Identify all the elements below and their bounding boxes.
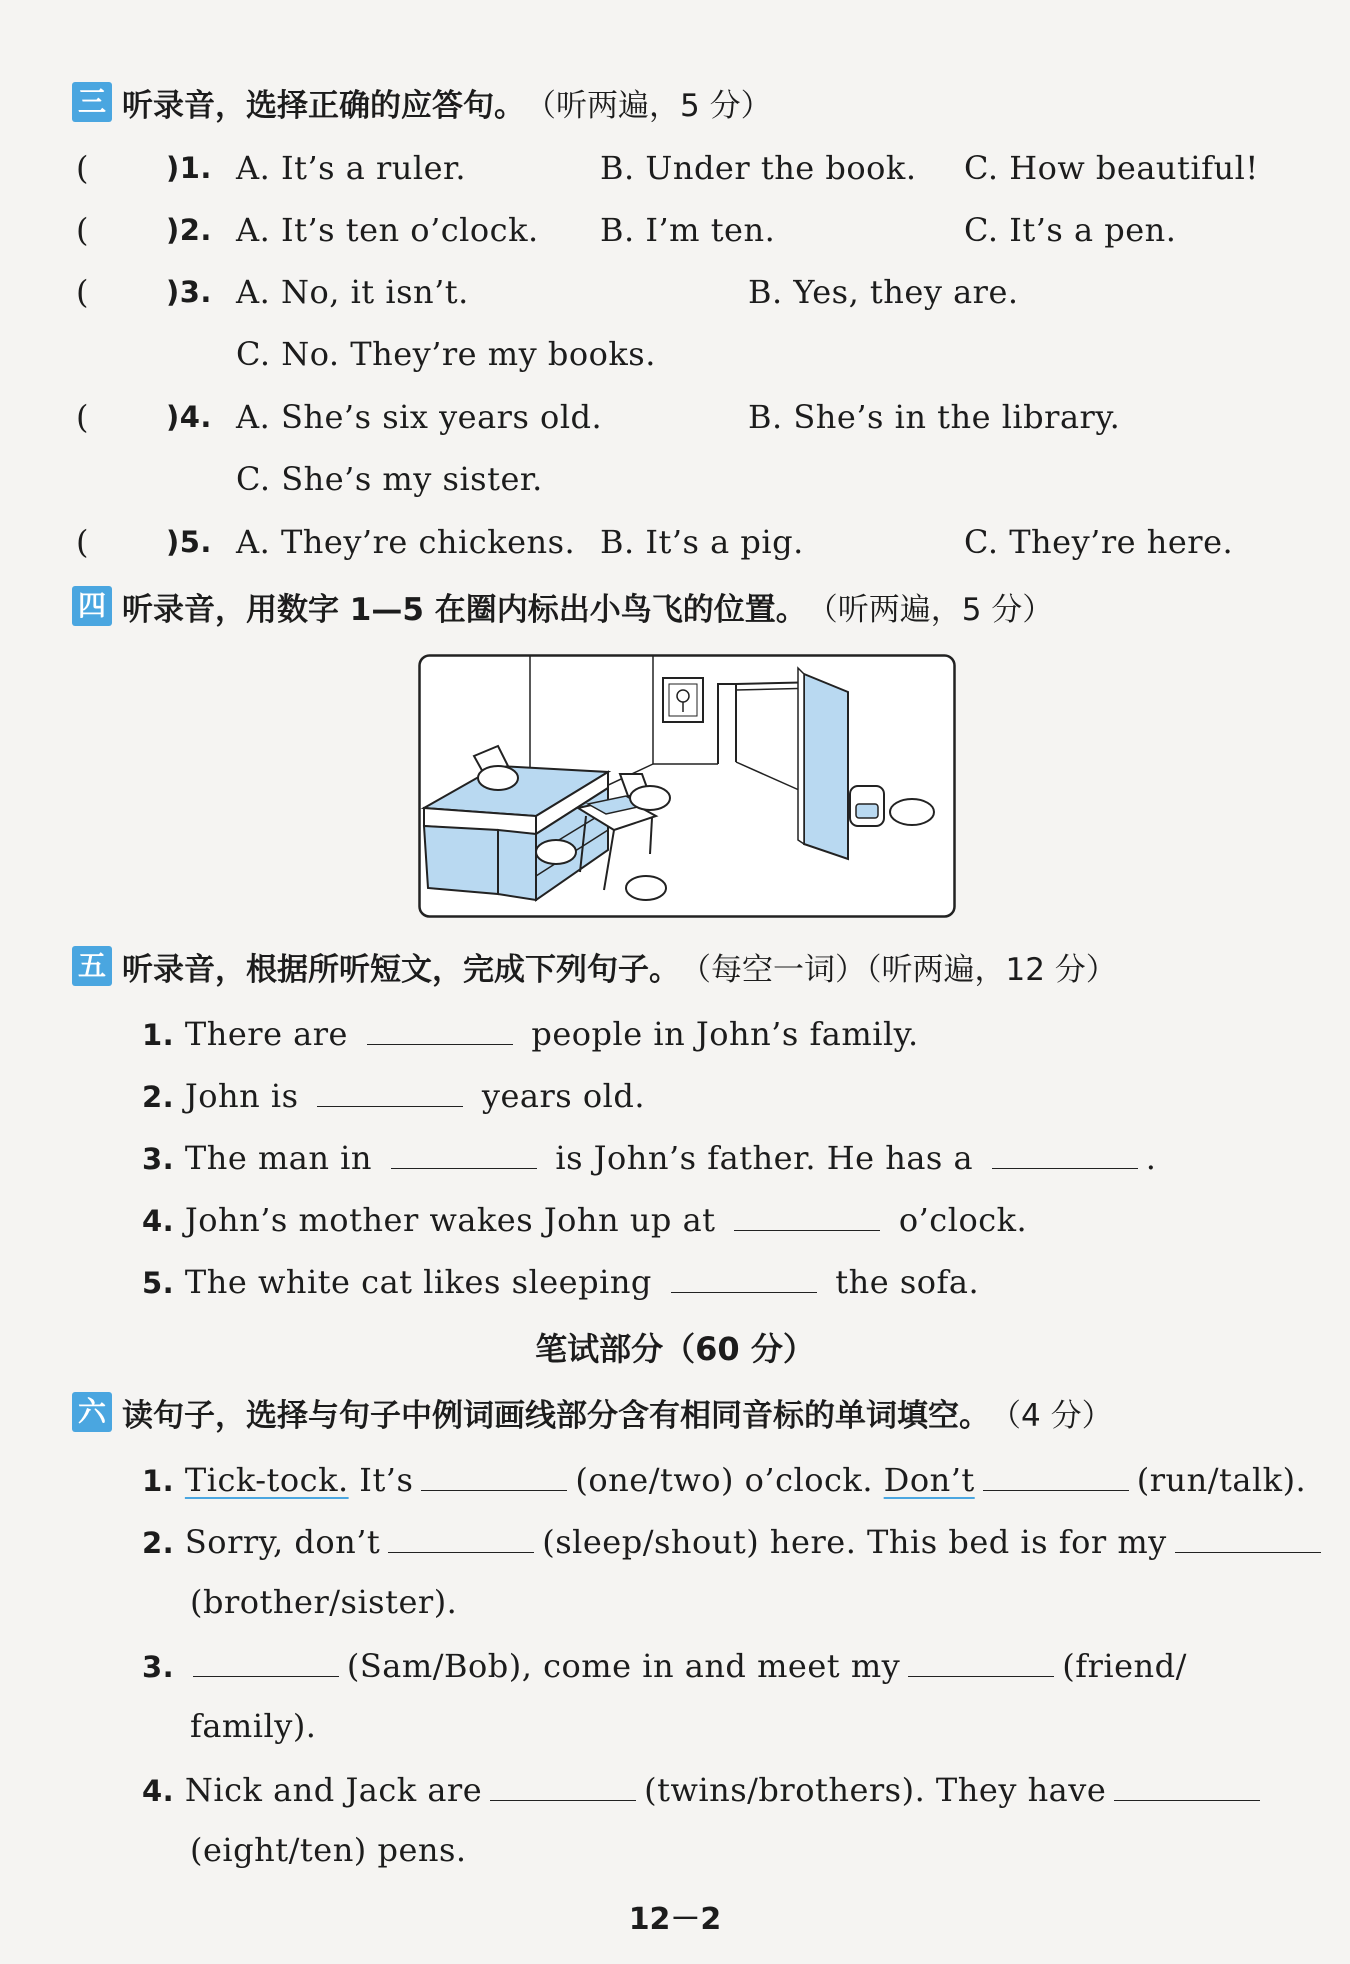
answer-blank[interactable]: [671, 1260, 817, 1293]
answer-blank[interactable]: [734, 1198, 880, 1231]
open-door: [804, 674, 848, 859]
example-word: Don’t: [883, 1461, 975, 1499]
section-5-item-1: [142, 1012, 919, 1055]
section-6-item-2: [142, 1520, 1329, 1563]
section-6-number: 六: [72, 1392, 112, 1432]
sentence-end: o’clock.: [898, 1201, 1028, 1239]
section-4-heading: [72, 584, 1053, 628]
sentence-start: There are: [184, 1015, 348, 1053]
question-number: 2.: [142, 1526, 175, 1560]
section-3-note: （听两遍，5 分）: [525, 87, 772, 124]
sentence-end: years old.: [481, 1077, 645, 1115]
word-choices: (sleep/shout) here. This bed is for my: [542, 1523, 1167, 1561]
option-c: C. It’s a pen.: [964, 211, 1177, 249]
answer-circle[interactable]: [630, 786, 670, 810]
word-choices: (friend/: [1062, 1647, 1187, 1685]
section-3-title: 听录音，选择正确的应答句。: [122, 87, 525, 124]
section-5-note: （每空一词）（听两遍，12 分）: [680, 951, 1117, 988]
option-b: B. She’s in the library.: [748, 398, 1121, 436]
answer-circle[interactable]: [626, 876, 666, 900]
written-part-heading: 笔试部分（60 分）: [535, 1330, 815, 1368]
answer-blank[interactable]: [992, 1136, 1138, 1169]
word-choices: (run/talk).: [1136, 1461, 1307, 1499]
section-6-heading: [72, 1390, 1113, 1434]
question-number: )3.: [166, 275, 212, 309]
question-number: 4.: [142, 1204, 175, 1238]
answer-blank[interactable]: [317, 1074, 463, 1107]
section-3-heading: [72, 80, 772, 124]
section-5-item-4: [142, 1198, 1027, 1241]
answer-bracket[interactable]: (: [76, 398, 89, 436]
option-c: C. They’re here.: [964, 523, 1234, 561]
answer-circle[interactable]: [890, 799, 934, 825]
option-b: B. Under the book.: [600, 149, 917, 187]
section-3-number: 三: [72, 82, 112, 122]
sentence-end: the sofa.: [835, 1263, 980, 1301]
section-6-item-4-cont: (eight/ten) pens.: [190, 1831, 467, 1869]
option-c: C. She’s my sister.: [236, 460, 543, 498]
answer-blank[interactable]: [193, 1644, 339, 1677]
question-number: )2.: [166, 213, 212, 247]
answer-circle[interactable]: [536, 840, 576, 864]
option-b: B. I’m ten.: [600, 211, 776, 249]
answer-blank[interactable]: [908, 1644, 1054, 1677]
word-choices: (one/two) o’clock.: [575, 1461, 873, 1499]
section-4-number: 四: [72, 586, 112, 626]
sentence-end: people in John’s family.: [531, 1015, 919, 1053]
answer-blank[interactable]: [490, 1768, 636, 1801]
answer-circle[interactable]: [478, 766, 518, 790]
option-b: B. Yes, they are.: [748, 273, 1019, 311]
section-5-title: 听录音，根据所听短文，完成下列句子。: [122, 951, 680, 988]
section-6-item-3-cont: family).: [190, 1707, 317, 1745]
section-6-item-3: [142, 1644, 1187, 1687]
example-word: Tick-tock.: [184, 1461, 349, 1499]
section-6-item-2-cont: (brother/sister).: [190, 1583, 458, 1621]
option-a: A. They’re chickens.: [236, 523, 576, 561]
sentence-text: It’s: [359, 1461, 414, 1499]
option-b: B. It’s a pig.: [600, 523, 804, 561]
section-6-item-4: [142, 1768, 1268, 1811]
section-4-title: 听录音，用数字 1—5 在圈内标出小鸟飞的位置。: [122, 591, 807, 628]
section-5-item-2: [142, 1074, 645, 1117]
question-number: 4.: [142, 1774, 175, 1808]
page-number: 12－2: [628, 1902, 722, 1937]
answer-blank[interactable]: [391, 1136, 537, 1169]
section-6-item-1: [142, 1458, 1306, 1501]
section-5-number: 五: [72, 946, 112, 986]
question-number: )1.: [166, 151, 212, 185]
question-number: 5.: [142, 1266, 175, 1300]
sentence-text: Sorry, don’t: [184, 1523, 381, 1561]
option-c: C. How beautiful!: [964, 149, 1259, 187]
section-4-note: （听两遍，5 分）: [806, 591, 1054, 628]
question-number: )4.: [166, 400, 212, 434]
sentence-end: .: [1145, 1139, 1157, 1177]
answer-bracket[interactable]: (: [76, 273, 89, 311]
option-a: A. It’s a ruler.: [236, 149, 466, 187]
answer-bracket[interactable]: (: [76, 149, 89, 187]
answer-bracket[interactable]: (: [76, 523, 89, 561]
question-number: )5.: [166, 525, 212, 559]
sentence-start: John is: [184, 1077, 299, 1115]
question-number: 1.: [142, 1464, 175, 1498]
question-number: 2.: [142, 1080, 175, 1114]
word-choices: (Sam/Bob), come in and meet my: [346, 1647, 901, 1685]
sentence-start: John’s mother wakes John up at: [184, 1201, 716, 1239]
question-number: 3.: [142, 1142, 175, 1176]
section-6-title: 读句子，选择与句子中例词画线部分含有相同音标的单词填空。: [122, 1397, 990, 1434]
section-5-heading: [72, 944, 1117, 988]
section-5-item-3: [142, 1136, 1156, 1179]
answer-blank[interactable]: [983, 1458, 1129, 1491]
sentence-start: The man in: [184, 1139, 372, 1177]
answer-blank[interactable]: [1175, 1520, 1321, 1553]
sentence-text: Nick and Jack are: [184, 1771, 483, 1809]
option-c: C. No. They’re my books.: [236, 335, 656, 373]
question-number: 3.: [142, 1650, 175, 1684]
answer-blank[interactable]: [421, 1458, 567, 1491]
section-5-item-5: [142, 1260, 979, 1303]
sentence-middle: is John’s father. He has a: [555, 1139, 974, 1177]
answer-blank[interactable]: [367, 1012, 513, 1045]
room-illustration: [418, 654, 956, 918]
section-6-note: （4 分）: [990, 1397, 1113, 1434]
answer-bracket[interactable]: (: [76, 211, 89, 249]
sentence-start: The white cat likes sleeping: [184, 1263, 652, 1301]
option-a: A. She’s six years old.: [236, 398, 603, 436]
answer-blank[interactable]: [388, 1520, 534, 1553]
word-choices: (twins/brothers). They have: [644, 1771, 1107, 1809]
option-a: A. No, it isn’t.: [236, 273, 469, 311]
question-number: 1.: [142, 1018, 175, 1052]
option-a: A. It’s ten o’clock.: [236, 211, 539, 249]
answer-blank[interactable]: [1114, 1768, 1260, 1801]
